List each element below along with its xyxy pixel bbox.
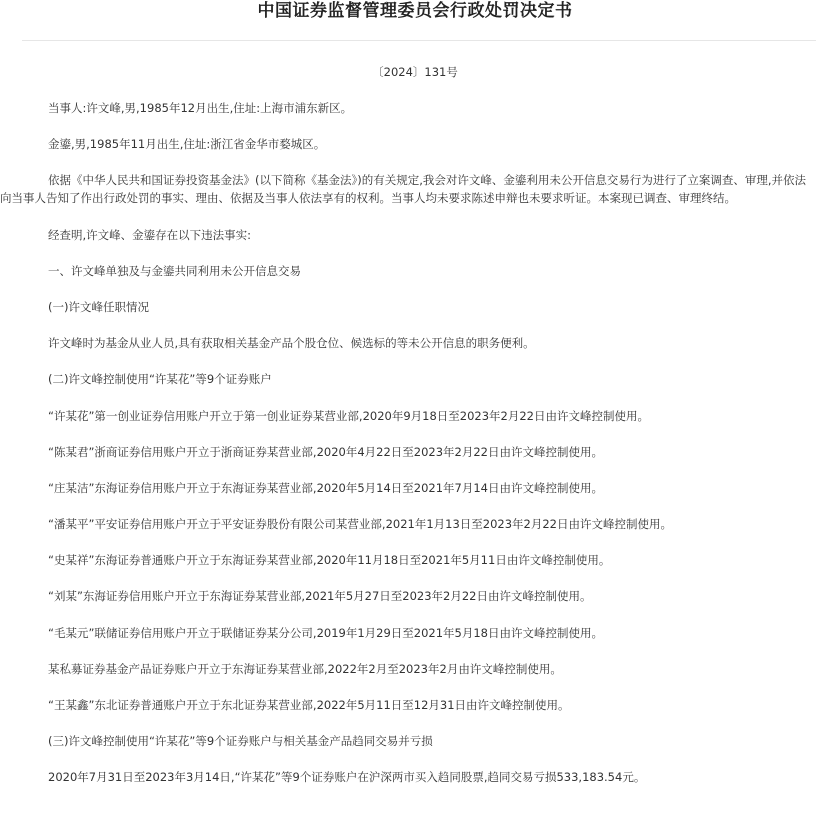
paragraph-account-7: “毛某元”联储证券信用账户开立于联储证券某分公司,2019年1月29日至2021年5月18日由许文峰控制使用。 <box>48 625 603 640</box>
paragraph-account-3: “庄某洁”东海证券信用账户开立于东海证券某营业部,2020年5月14日至2021年7月14日由许文峰控制使用。 <box>48 480 603 495</box>
paragraph-position: 许文峰时为基金从业人员,具有获取相关基金产品个股仓位、候选标的等未公开信息的职务便利。 <box>48 336 535 351</box>
paragraph-party-2: 金鎏,男,1985年11月出生,住址:浙江省金华市婺城区。 <box>48 137 326 152</box>
paragraph-account-8: 某私募证券基金产品证券账户开立于东海证券某营业部,2022年2月至2023年2月由许文峰控制使用。 <box>48 661 562 676</box>
document-title: 中国证券监督管理委员会行政处罚决定书 <box>257 1 573 21</box>
document-body <box>0 99 830 805</box>
document-number: 〔2024〕131号 <box>372 65 458 79</box>
subsection-heading-3: (三)许文峰控制使用“许某花”等9个证券账户与相关基金产品趋同交易并亏损 <box>48 734 433 749</box>
paragraph-party-1: 当事人:许文峰,男,1985年12月出生,住址:上海市浦东新区。 <box>48 101 353 115</box>
subsection-heading-1: (一)许文峰任职情况 <box>48 299 149 314</box>
paragraph-account-4: “潘某平”平安证券信用账户开立于平安证券股份有限公司某营业部,2021年1月13日至2023年2月22日由许文峰控制使用。 <box>48 517 672 532</box>
paragraph-account-9: “王某鑫”东北证券普通账户开立于东北证券某营业部,2022年5月11日至12月31日由许文峰控制使用。 <box>48 698 570 712</box>
subsection-heading-2: (二)许文峰控制使用“许某花”等9个证券账户 <box>48 372 272 387</box>
paragraph-findings-intro: 经查明,许文峰、金鎏存在以下违法事实: <box>48 227 252 242</box>
paragraph-account-5: “史某祥”东海证券普通账户开立于东海证券某营业部,2020年11月18日至2021年5月11日由许文峰控制使用。 <box>48 553 611 568</box>
paragraph-account-1: “许某花”第一创业证券信用账户开立于第一创业证券某营业部,2020年9月18日至2023年2月22日由许文峰控制使用。 <box>48 408 649 423</box>
paragraph-account-6: “刘某”东海证券信用账户开立于东海证券某营业部,2021年5月27日至2023年2月22日由许文峰控制使用。 <box>48 589 592 604</box>
title-divider <box>22 40 816 41</box>
paragraph-loss: 2020年7月31日至2023年3月14日,“许某花”等9个证券账户在沪深两市买入趋同股票,趋同交易亏损533,183.54元。 <box>48 770 646 785</box>
section-heading-1: 一、许文峰单独及与金鎏共同利用未公开信息交易 <box>48 263 301 278</box>
paragraph-account-2: “陈某君”浙商证券信用账户开立于浙商证券某营业部,2020年4月22日至2023年2月22日由许文峰控制使用。 <box>48 444 603 459</box>
paragraph-basis: 依据《中华人民共和国证券投资基金法》(以下简称《基金法》)的有关规定,我会对许文峰、金鎏利用未公开信息交易行为进行了立案调查、审理,并依法向当事人告知了作出行政处罚的事实、理由、依据及当事人依法享有的权利。当事人均未要求陈述申辩也未要求听证。本案现已调查、审理终结。 <box>0 173 807 206</box>
